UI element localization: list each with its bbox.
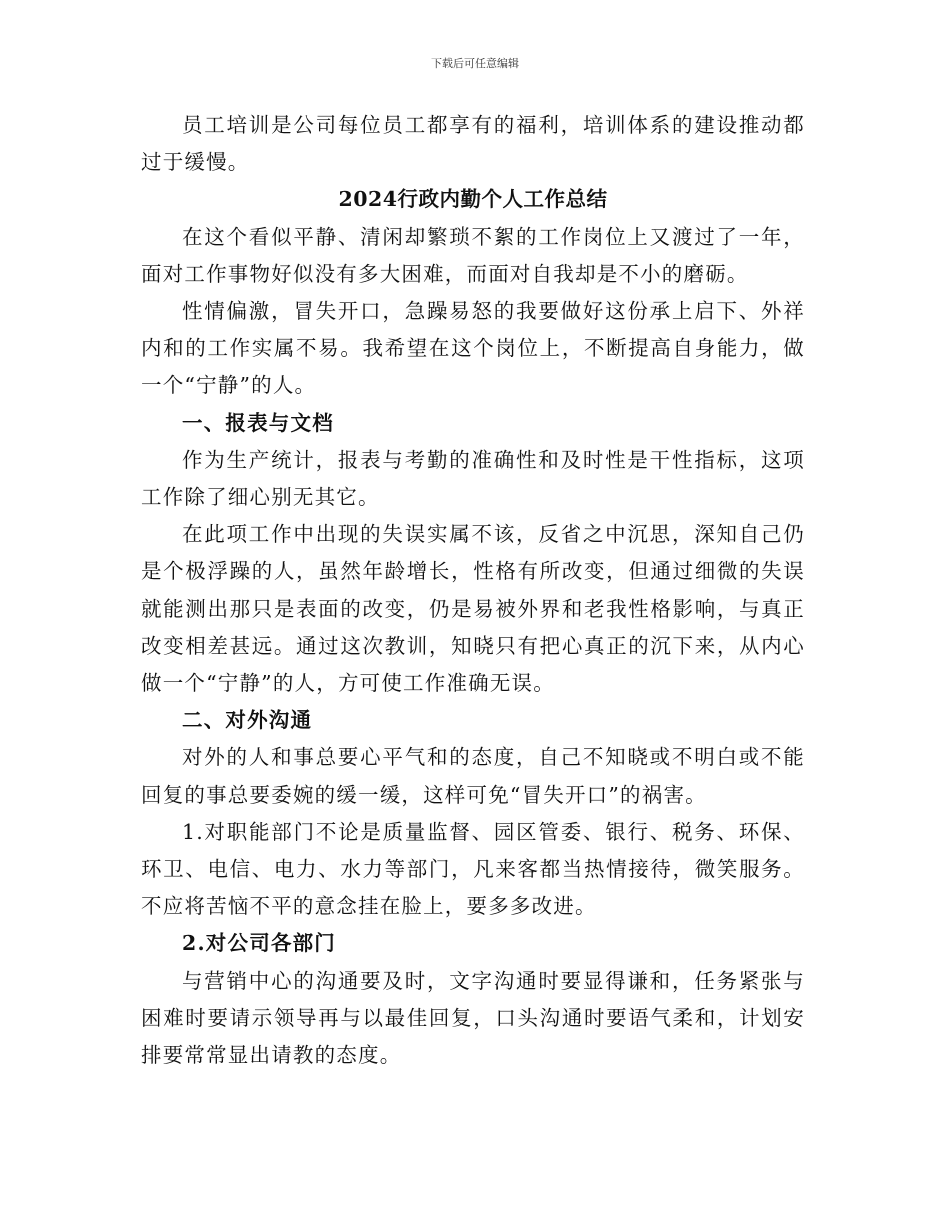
page-header: 下载后可任意编辑 (431, 57, 519, 70)
section-heading-reports: 一、报表与文档 (182, 410, 334, 435)
paragraph-training: 员工培训是公司每位员工都享有的福利，培训体系的建设推动都过于缓慢。 (141, 113, 805, 175)
section-heading-internal: 2.对公司各部门 (182, 931, 337, 956)
paragraph-character: 性情偏激，冒失开口，急躁易怒的我要做好这份承上启下、外祥内和的工作实属不易。我希望在这个岗位上，不断提高自身能力，做一个“宁静”的人。 (141, 299, 805, 398)
paragraph-external-attitude: 对外的人和事总要心平气和的态度，自己不知晓或不明白或不能回复的事总要委婉的缓一缓，这样可免“冒失开口”的祸害。 (141, 745, 805, 807)
section-heading-external: 二、对外沟通 (182, 708, 313, 733)
paragraph-reflection: 在此项工作中出现的失误实属不该，反省之中沉思，深知自己仍是个极浮躁的人，虽然年龄增长，性格有所改变，但通过细微的失误就能测出那只是表面的改变，仍是易被外界和老我性格影响，与真正改变相差甚远。通过这次教训，知晓只有把心真正的沉下来，从内心做一个“宁静”的人，方可使工作准确无误。 (141, 522, 805, 696)
document-body (141, 107, 805, 1074)
paragraph-statistics: 作为生产统计，报表与考勤的准确性和及时性是干性指标，这项工作除了细心别无其它。 (141, 447, 805, 510)
paragraph-marketing: 与营销中心的沟通要及时，文字沟通时要显得谦和，任务紧张与困难时要请示领导再与以最佳回复，口头沟通时要语气柔和，计划安排要常常显出请教的态度。 (141, 968, 805, 1068)
document-title: 2024行政内勤个人工作总结 (338, 187, 608, 212)
paragraph-intro: 在这个看似平静、清闲却繁琐不絮的工作岗位上又渡过了一年，面对工作事物好似没有多大困难，而面对自我却是不小的磨砺。 (141, 224, 805, 286)
paragraph-functional-departments: 1.对职能部门不论是质量监督、园区管委、银行、税务、环保、环卫、电信、电力、水力等部门，凡来客都当热情接待，微笑服务。不应将苦恼不平的意念挂在脸上，要多多改进。 (141, 819, 805, 919)
